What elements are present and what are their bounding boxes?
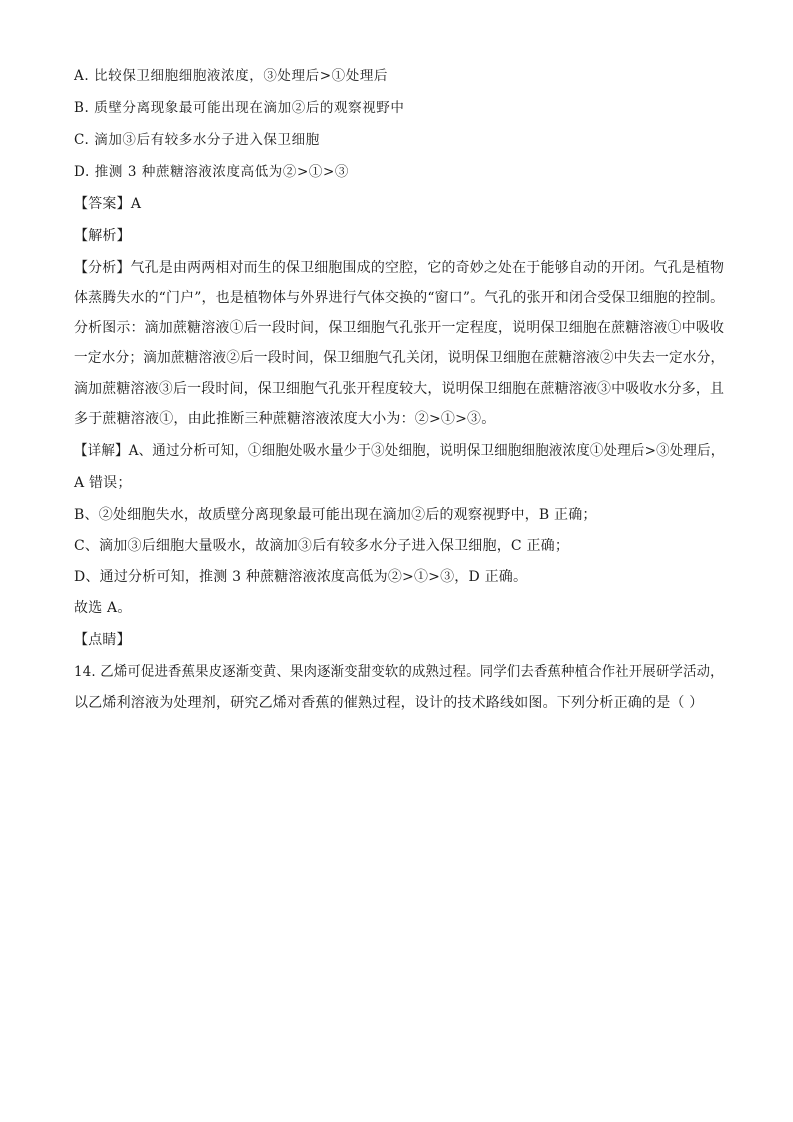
xiangjie-line: C、滴加③后细胞大量吸水，故滴加③后有较多水分子进入保卫细胞，C 正确； bbox=[74, 538, 570, 554]
question-14-line: 14. 乙烯可促进香蕉果皮逐渐变黄、果肉逐渐变甜变软的成熟过程。同学们去香蕉种植合作社开展研学活动， bbox=[74, 664, 724, 680]
fenxi-line: 滴加蔗糖溶液③后一段时间，保卫细胞气孔张开程度较大，说明保卫细胞在蔗糖溶液③中吸收水分多，且 bbox=[74, 381, 725, 397]
option-c: C. 滴加③后有较多水分子进入保卫细胞 bbox=[74, 132, 320, 148]
xiangjie-line: B、②处细胞失水，故质壁分离现象最可能出现在滴加②后的观察视野中，B 正确； bbox=[74, 507, 597, 523]
dianjing-heading: 【点睛】 bbox=[74, 632, 131, 648]
fenxi-line: 【分析】气孔是由两两相对而生的保卫细胞围成的空腔，它的奇妙之处在于能够自动的开闭。气孔是植物 bbox=[74, 260, 725, 276]
xiangjie-line: 故选 A。 bbox=[74, 600, 132, 616]
fenxi-line: 分析图示：滴加蔗糖溶液①后一段时间，保卫细胞气孔张开一定程度，说明保卫细胞在蔗糖溶液①中吸收 bbox=[74, 320, 725, 336]
option-d: D. 推测 3 种蔗糖溶液浓度高低为②>①>③ bbox=[74, 164, 350, 180]
question-14-line: 以乙烯利溶液为处理剂，研究乙烯对香蕉的催熟过程，设计的技术路线如图。下列分析正确的是（ ） bbox=[74, 695, 704, 711]
xiangjie-line: D、通过分析可知，推测 3 种蔗糖溶液浓度高低为②>①>③，D 正确。 bbox=[74, 569, 528, 585]
fenxi-line: 多于蔗糖溶液①，由此推断三种蔗糖溶液浓度大小为：②>①>③。 bbox=[74, 411, 496, 427]
fenxi-line: 体蒸腾失水的“门户”，也是植物体与外界进行气体交换的“窗口”。气孔的张开和闭合受保卫细胞的控制。 bbox=[74, 290, 725, 306]
option-b: B. 质壁分离现象最可能出现在滴加②后的观察视野中 bbox=[74, 100, 405, 116]
xiangjie-line: A 错误； bbox=[74, 475, 132, 491]
answer-label: 【答案】 bbox=[74, 196, 131, 212]
answer-value: A bbox=[130, 196, 142, 212]
fenxi-line: 一定水分；滴加蔗糖溶液②后一段时间，保卫细胞气孔关闭，说明保卫细胞在蔗糖溶液②中失去一定水分， bbox=[74, 350, 725, 366]
answer-line bbox=[74, 194, 724, 214]
option-a: A. 比较保卫细胞细胞液浓度，③处理后>①处理后 bbox=[74, 68, 389, 84]
analysis-heading: 【解析】 bbox=[74, 228, 131, 244]
xiangjie-line: 【详解】A、通过分析可知，①细胞处吸水量少于③处细胞，说明保卫细胞细胞液浓度①处理后>③处理后， bbox=[74, 443, 725, 459]
